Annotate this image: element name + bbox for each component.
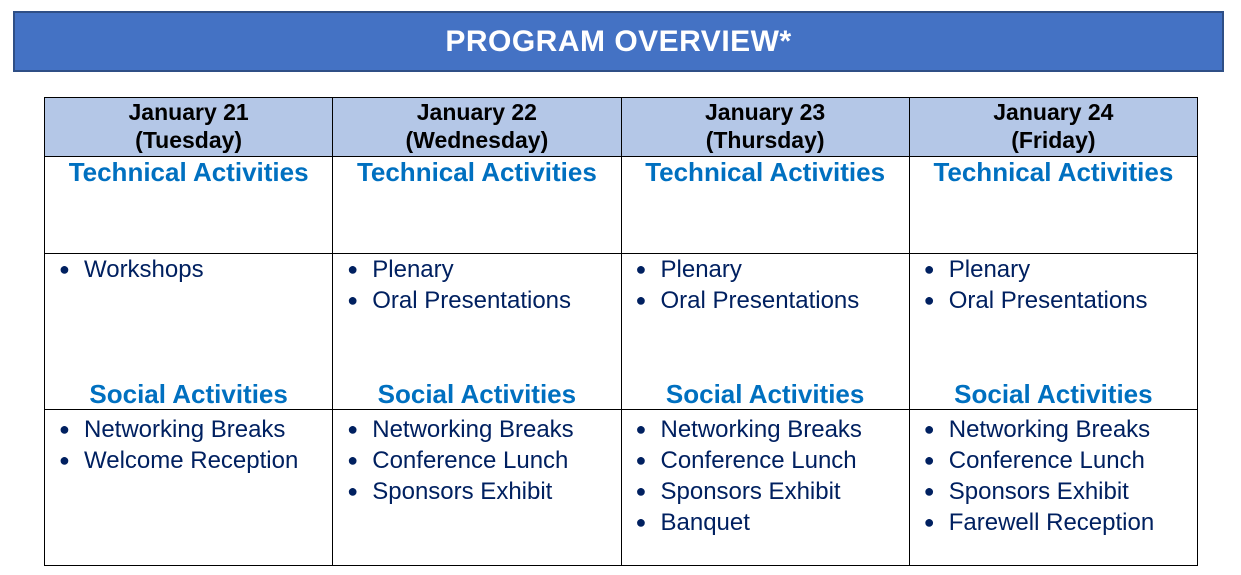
social-activities-title: Social Activities [89, 379, 288, 409]
bullet-icon: ● [635, 450, 647, 470]
bullet-icon: ● [347, 259, 359, 279]
bullet-icon: ● [635, 259, 647, 279]
list-item [910, 507, 1197, 538]
page-title: PROGRAM OVERVIEW* [445, 24, 792, 58]
social-activities-title: Social Activities [377, 379, 577, 409]
bullet-icon: ● [923, 450, 935, 470]
program-overview-banner [13, 11, 1224, 72]
list-item-label: Networking Breaks [948, 416, 1151, 443]
technical-list [45, 254, 332, 285]
list-item-label: Networking Breaks [84, 416, 286, 443]
day-date: January 21 [128, 99, 249, 125]
list-item-label: Sponsors Exhibit [372, 478, 553, 505]
list-item [333, 445, 620, 476]
day-header-4 [909, 98, 1197, 157]
list-item-label: Workshops [84, 256, 204, 283]
list-item [622, 476, 909, 507]
list-item-label: Conference Lunch [660, 447, 857, 474]
list-item-label: Oral Presentations [948, 287, 1148, 314]
day-weekday: (Friday) [1011, 127, 1096, 153]
list-item-label: Plenary [660, 256, 742, 283]
list-item [910, 414, 1197, 445]
technical-items-cell [909, 254, 1197, 410]
list-item-label: Oral Presentations [660, 287, 860, 314]
social-items-cell [333, 410, 621, 566]
list-item [622, 285, 909, 316]
list-item-label: Oral Presentations [372, 287, 572, 314]
list-item-label: Networking Breaks [660, 416, 862, 443]
technical-heading-cell [909, 157, 1197, 254]
list-item-label: Conference Lunch [948, 447, 1145, 474]
list-item-label: Banquet [660, 509, 750, 536]
bullet-icon: ● [347, 419, 359, 439]
program-table [44, 97, 1198, 566]
bullet-icon: ● [347, 290, 359, 310]
list-item-label: Sponsors Exhibit [948, 478, 1129, 505]
day-weekday: (Wednesday) [405, 127, 549, 153]
bullet-icon: ● [923, 259, 935, 279]
list-item [622, 414, 909, 445]
list-item [333, 254, 620, 285]
list-item-label: Sponsors Exhibit [660, 478, 841, 505]
social-list [910, 410, 1197, 538]
list-item [45, 414, 332, 445]
technical-heading-cell [45, 157, 333, 254]
social-items-row [45, 410, 1198, 566]
social-activities-title: Social Activities [665, 379, 865, 409]
bullet-icon: ● [923, 512, 935, 532]
list-item-label: Networking Breaks [372, 416, 574, 443]
bullet-icon: ● [923, 290, 935, 310]
day-weekday: (Thursday) [705, 127, 825, 153]
bullet-icon: ● [59, 419, 70, 439]
technical-activities-title: Technical Activities [645, 157, 886, 187]
technical-activities-title: Technical Activities [933, 157, 1174, 187]
list-item-label: Welcome Reception [84, 447, 299, 474]
list-item [622, 445, 909, 476]
day-date: January 22 [416, 99, 537, 125]
social-items-cell [621, 410, 909, 566]
day-header-2 [333, 98, 621, 157]
list-item [45, 254, 332, 285]
bullet-icon: ● [635, 290, 647, 310]
list-item [45, 445, 332, 476]
technical-items-cell [621, 254, 909, 410]
technical-list [910, 254, 1197, 316]
list-item [622, 254, 909, 285]
bullet-icon: ● [59, 259, 70, 279]
technical-items-cell [45, 254, 333, 410]
social-items-cell [45, 410, 333, 566]
bullet-icon: ● [923, 481, 935, 501]
list-item [910, 285, 1197, 316]
list-item [333, 414, 620, 445]
list-item [910, 476, 1197, 507]
bullet-icon: ● [635, 419, 647, 439]
technical-list [622, 254, 909, 316]
list-item-label: Farewell Reception [948, 509, 1155, 536]
technical-items-row [45, 254, 1198, 410]
technical-activities-title: Technical Activities [356, 157, 597, 187]
bullet-icon: ● [635, 481, 647, 501]
day-header-1 [45, 98, 333, 157]
technical-items-cell [333, 254, 621, 410]
bullet-icon: ● [59, 450, 70, 470]
list-item [333, 285, 620, 316]
technical-heading-cell [333, 157, 621, 254]
list-item [333, 476, 620, 507]
day-date: January 23 [705, 99, 826, 125]
list-item-label: Plenary [948, 256, 1031, 283]
bullet-icon: ● [635, 512, 647, 532]
list-item-label: Conference Lunch [372, 447, 569, 474]
list-item-label: Plenary [372, 256, 454, 283]
social-list [622, 410, 909, 538]
technical-list [333, 254, 620, 316]
technical-activities-title: Technical Activities [68, 157, 309, 187]
list-item [622, 507, 909, 538]
social-activities-title: Social Activities [954, 379, 1153, 409]
list-item [910, 254, 1197, 285]
list-item [910, 445, 1197, 476]
day-weekday: (Tuesday) [135, 127, 243, 153]
technical-heading-row [45, 157, 1198, 254]
bullet-icon: ● [347, 481, 359, 501]
social-items-cell [909, 410, 1197, 566]
bullet-icon: ● [347, 450, 359, 470]
header-row [45, 98, 1198, 157]
bullet-icon: ● [923, 419, 935, 439]
social-list [333, 410, 620, 507]
day-header-3 [621, 98, 909, 157]
social-list [45, 410, 332, 476]
day-date: January 24 [993, 99, 1114, 125]
technical-heading-cell [621, 157, 909, 254]
